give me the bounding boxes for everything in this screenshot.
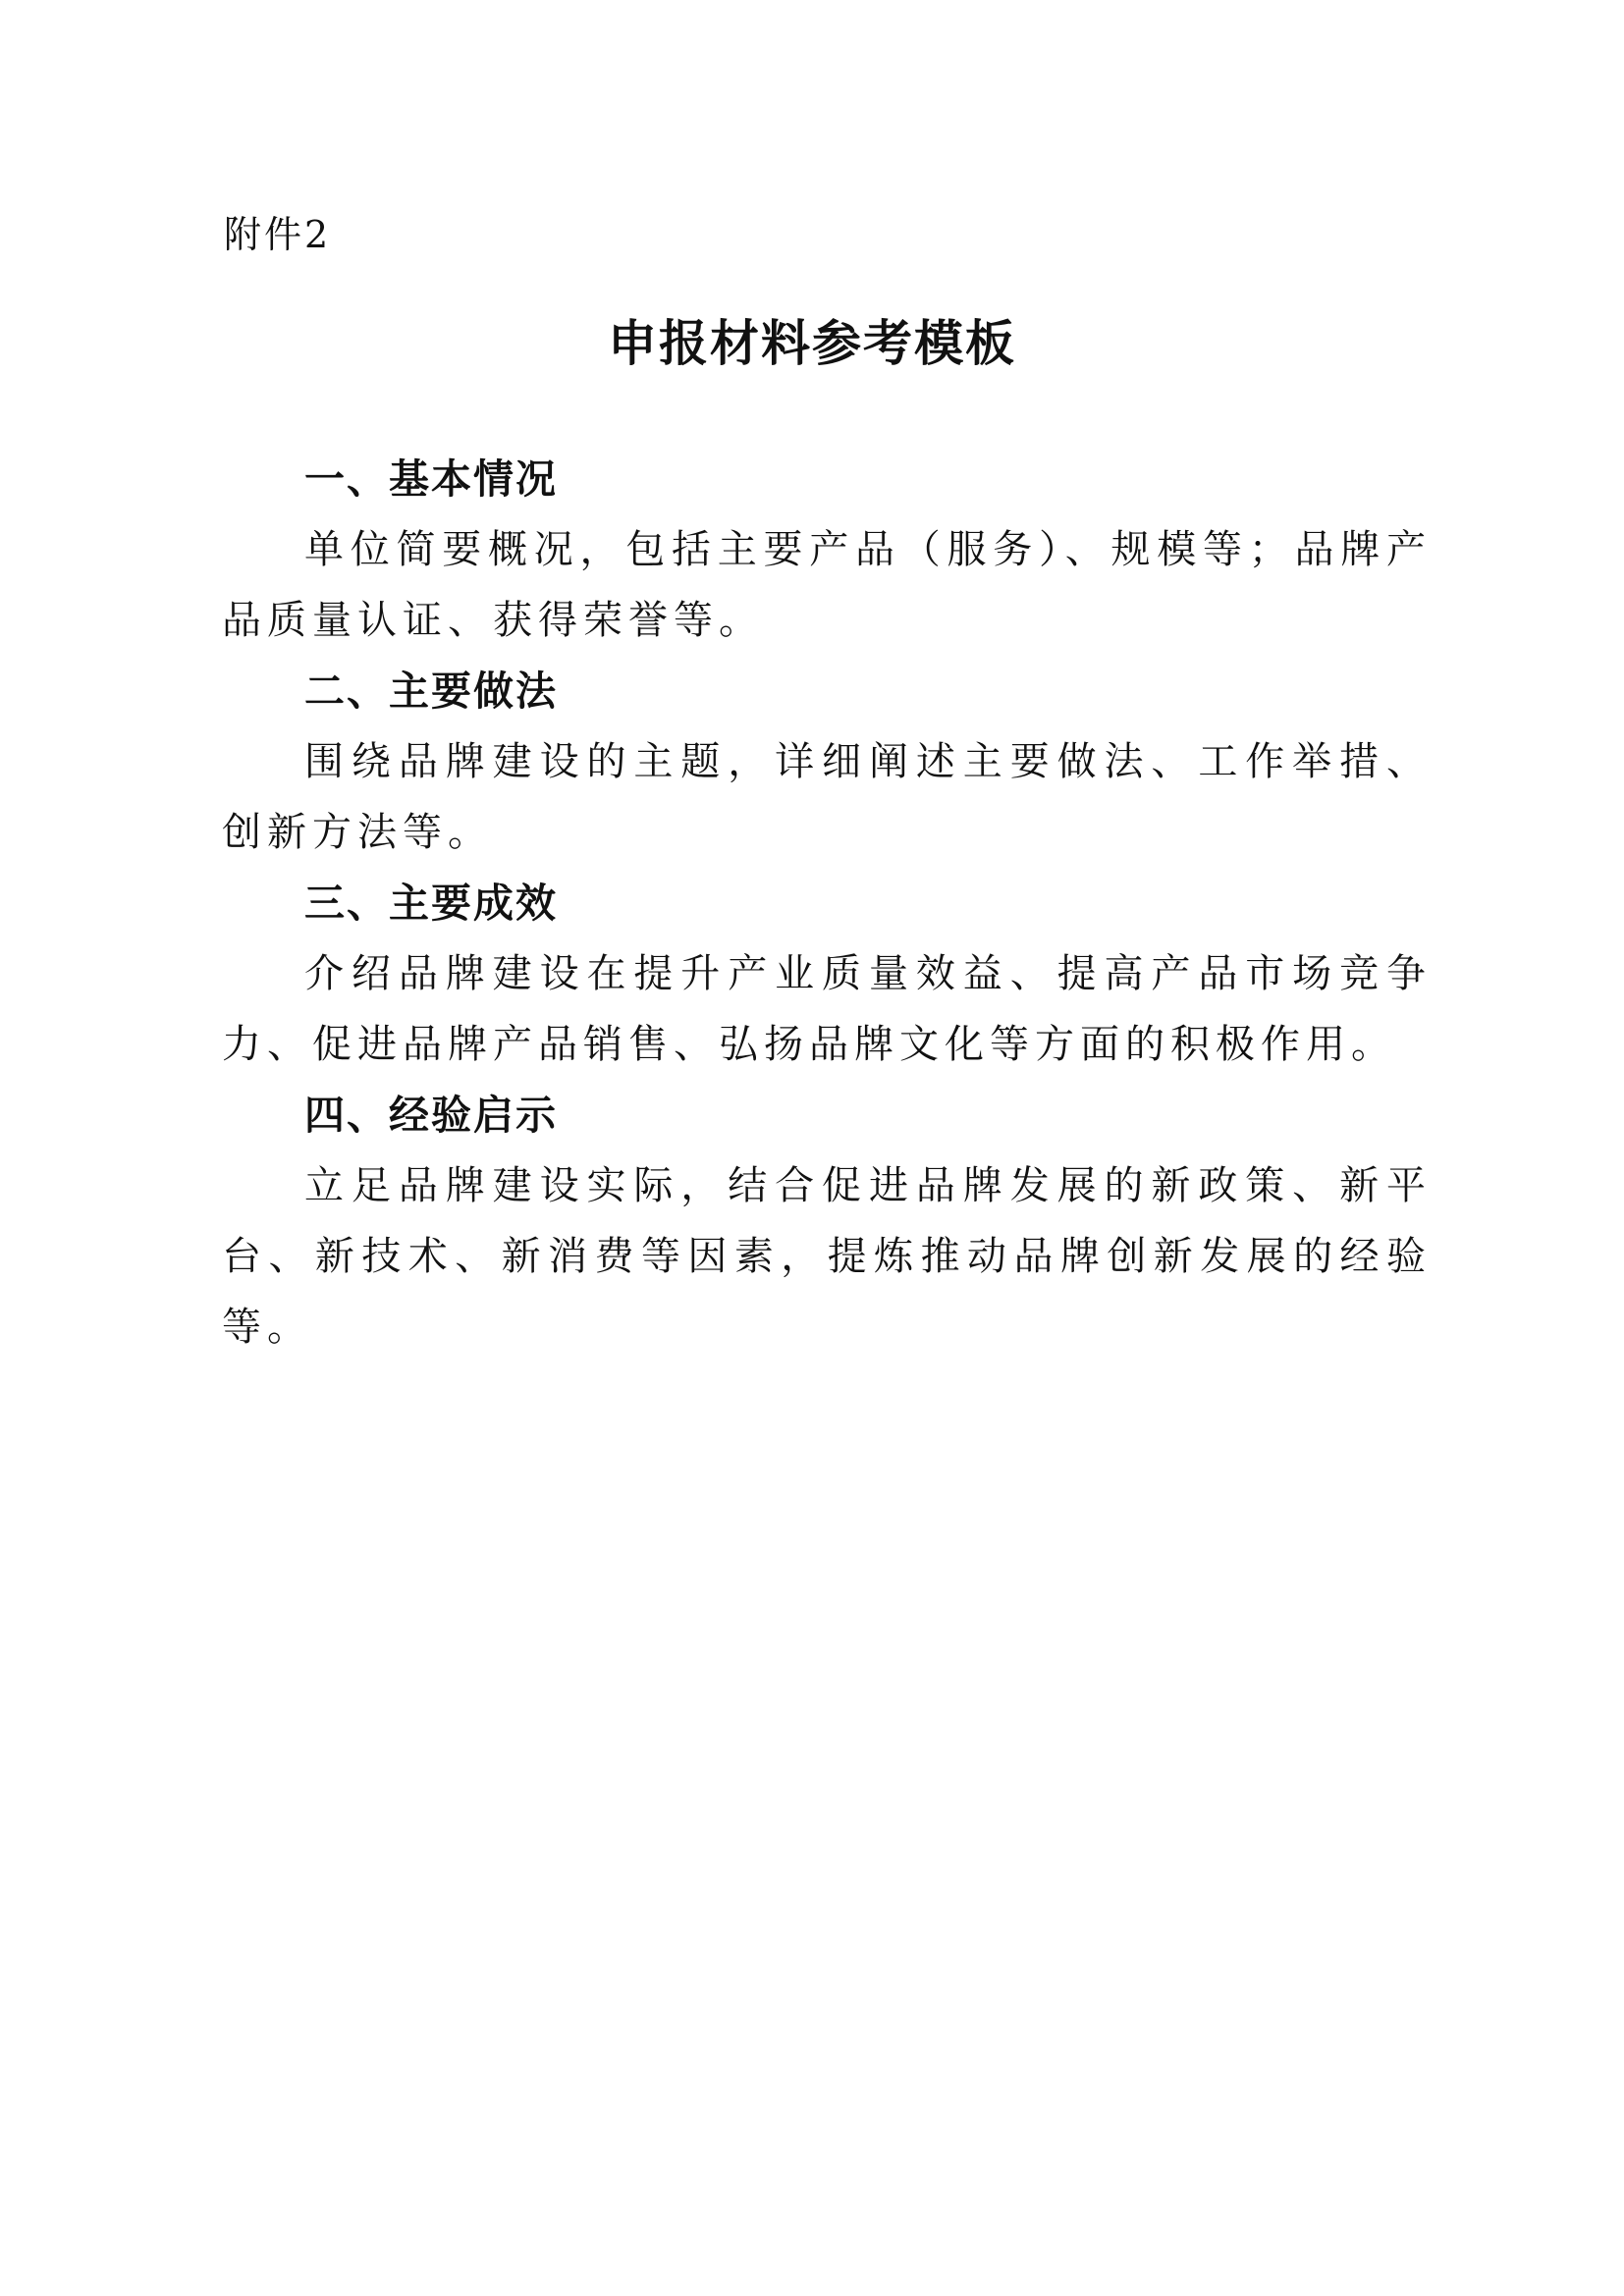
section-main-practices — [222, 656, 1432, 868]
section-heading: 三、主要成效 — [304, 880, 558, 927]
section-basic-info — [222, 444, 1432, 656]
section-lessons — [222, 1080, 1432, 1362]
attachment-label: 附件2 — [224, 213, 332, 256]
section-paragraph: 立足品牌建设实际，结合促进品牌发展的新政策、新平台、新技术、新消费等因素，提炼推动品牌创新发展的经验等。 — [222, 1163, 1432, 1350]
document-body — [222, 444, 1432, 1362]
section-heading: 一、基本情况 — [304, 455, 558, 503]
section-paragraph: 单位简要概况，包括主要产品（服务）、规模等；品牌产品质量认证、获得荣誉等。 — [222, 527, 1432, 643]
section-paragraph: 围绕品牌建设的主题，详细阐述主要做法、工作举措、创新方法等。 — [222, 739, 1432, 855]
section-heading: 二、主要做法 — [304, 667, 558, 715]
section-heading: 四、经验启示 — [304, 1092, 558, 1139]
document-title: 申报材料参考模板 — [608, 314, 1016, 372]
section-paragraph: 介绍品牌建设在提升产业质量效益、提高产品市场竞争力、促进品牌产品销售、弘扬品牌文化等方面的积极作用。 — [222, 951, 1432, 1067]
section-main-results — [222, 868, 1432, 1080]
